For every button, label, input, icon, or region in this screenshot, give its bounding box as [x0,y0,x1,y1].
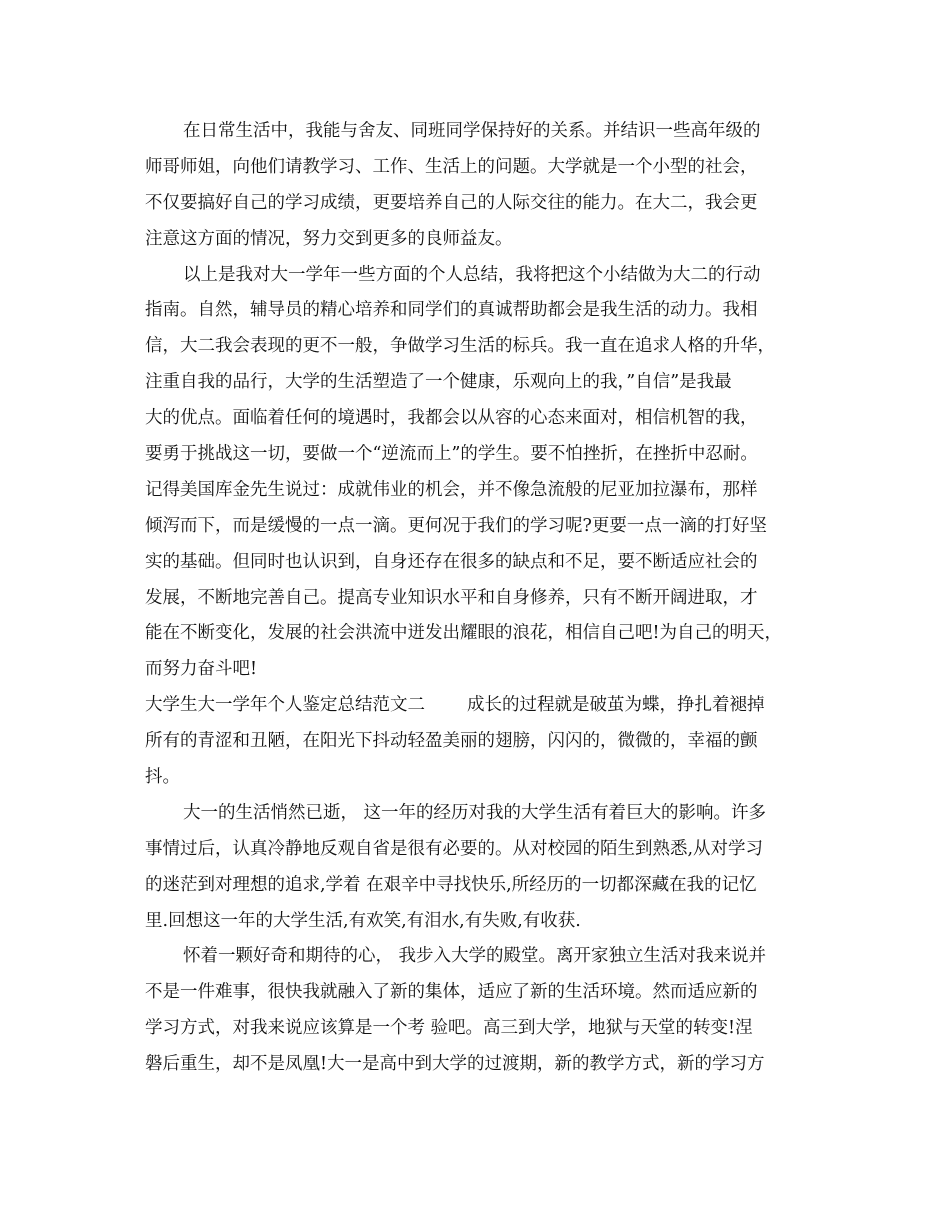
text-line: 注意这方面的情况，努力交到更多的良师益友。 [145,228,513,249]
text-line: 怀着一颗好奇和期待的心， 我步入大学的殿堂。离开家独立生活对我来说并 [183,946,767,967]
text-line: 记得美国库金先生说过：成就伟业的机会，并不像急流般的尼亚加拉瀑布，那样 [145,479,758,500]
text-line: 信，大二我会表现的更不一般，争做学习生活的标兵。我一直在追求人格的升华， [145,336,775,357]
text-line: 能在不断变化，发展的社会洪流中迸发出耀眼的浪花，相信自己吧!为自己的明天， [145,623,783,644]
section-title-line [145,688,820,724]
text-line: 倾泻而下，而是缓慢的一点一滴。更何况于我们的学习呢?更要一点一滴的打好坚 [145,515,767,536]
text-line: 师哥师姐，向他们请教学习、工作、生活上的问题。大学就是一个小型的社会， [145,156,758,177]
text-line: 里.回想这一年的大学生活,有欢笑,有泪水,有失败,有收获. [145,910,581,931]
text-line: 要勇于挑战这一切，要做一个“逆流而上”的学生。要不怕挫折，在挫折中忍耐。 [145,444,758,465]
section-lead-text: 成长的过程就是破茧为蝶，挣扎着褪掉 [467,695,765,716]
text-line: 不仅要搞好自己的学习成绩，更要培养自己的人际交往的能力。在大二，我会更 [145,192,758,213]
text-line: 指南。自然，辅导员的精心培养和同学们的真诚帮助都会是我生活的动力。我相 [145,300,758,321]
text-line: 事情过后，认真冷静地反观自省是很有必要的。从对校园的陌生到熟悉,从对学习 [145,838,764,859]
text-line: 不是一件难事，很快我就融入了新的集体，适应了新的生活环境。然而适应新的 [145,982,758,1003]
text-line: 而努力奋斗吧! [145,659,258,680]
text-line: 大的优点。面临着任何的境遇时，我都会以从容的心态来面对，相信机智的我， [145,408,758,429]
text-line: 注重自我的品行，大学的生活塑造了一个健康，乐观向上的我，”自信”是我最 [145,372,732,393]
text-line: 在日常生活中，我能与舍友、同班同学保持好的关系。并结识一些高年级的 [183,121,761,141]
text-line: 的迷茫到对理想的追求,学着 在艰辛中寻找快乐,所经历的一切都深藏在我的记忆 [145,874,757,895]
section-title: 大学生大一学年个人鉴定总结范文二 [145,695,425,716]
text-line: 大一的生活悄然已逝， 这一年的经历对我的大学生活有着巨大的影响。许多 [183,802,767,823]
text-line: 抖。 [145,767,180,788]
text-line: 所有的青涩和丑陋，在阳光下抖动轻盈美丽的翅膀，闪闪的，微微的，幸福的颤 [145,731,758,752]
text-line: 学习方式，对我来说应该算是一个考 验吧。高三到大学，地狱与天堂的转变!涅 [145,1018,753,1039]
text-line: 磐后重生，却不是凤凰!大一是高中到大学的过渡期，新的教学方式，新的学习方 [145,1054,765,1075]
text-line: 以上是我对大一学年一些方面的个人总结，我将把这个小结做为大二的行动 [183,264,761,285]
text-line: 实的基础。但同时也认识到，自身还存在很多的缺点和不足，要不断适应社会的 [145,551,758,572]
text-line: 发展，不断地完善自己。提高专业知识水平和自身修养，只有不断开阔进取，才 [145,587,758,608]
document-body [145,114,820,1083]
